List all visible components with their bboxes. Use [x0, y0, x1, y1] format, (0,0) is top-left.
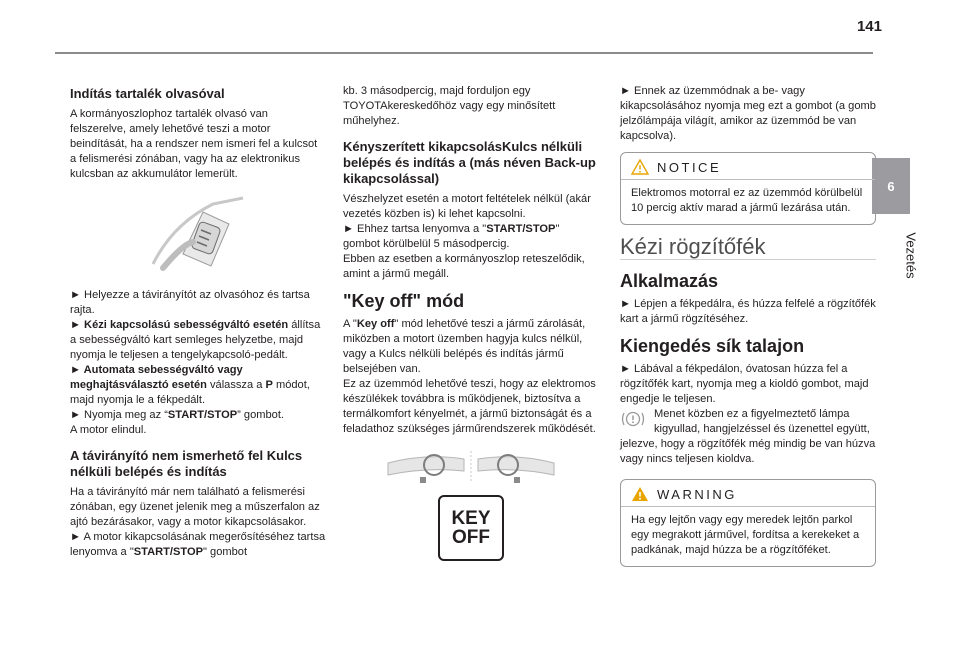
notice-triangle-icon: [631, 159, 649, 175]
paragraph: Ez az üzemmód lehetővé teszi, hogy az elektromos készülékek továbbra is működjenek, biztosítva a termálkomfort kényelmét, a jármű biztonságát és a feladathoz szükséges járműrendszerek működését.: [343, 378, 596, 435]
paragraph: ► Lépjen a fékpedálra, és húzza felfelé a rögzítőfék kart a jármű rögzítéséhez.: [620, 298, 876, 325]
step-press-start: ► Nyomja meg az “START/STOP” gombot.: [70, 409, 285, 421]
backup-reader-illustration: [70, 184, 326, 280]
engine-starts: A motor elindul.: [70, 424, 147, 436]
key-off-button-icon: KEY OFF: [438, 495, 504, 561]
page-number: 141: [856, 18, 882, 35]
header-rule: [55, 52, 873, 54]
paragraph: ► A motor kikapcsolásának megerősítéséhez tartsa lenyomva a "START/STOP" gombot: [70, 531, 326, 558]
paragraph: ► Ehhez tartsa lenyomva a "START/STOP" gombot körülbelül 5 másodpercig.: [343, 223, 560, 250]
warning-text: Ha egy lejtőn vagy egy meredek lejtőn parkol egy megrakott járművel, fordítsa a kerekeket a padkának, majd húzza be a rögzítőféket.: [631, 514, 860, 556]
warning-title: WARNING: [657, 486, 737, 502]
heading-release-level-ground: Kiengedés sík talajon: [620, 336, 805, 356]
chapter-tab[interactable]: 6: [872, 158, 910, 214]
notice-text: Elektromos motorral ez az üzemmód körülbelül 10 percig aktív marad a jármű lezárása után.: [631, 187, 863, 214]
step-automatic-gearbox: ► Automata sebességváltó vagy meghajtásválasztó esetén válassza a P módot, majd nyomja le a fékpedált.: [70, 364, 310, 406]
notice-box: [620, 152, 876, 225]
steering-column-reader-image: [143, 184, 253, 276]
paragraph-warning-lamp: Menet közben ez a figyelmeztető lámpa kigyullad, hangjelzéssel és üzenettel együtt, jelezve, hogy a rögzítőfék még mindig be van húzva vagy nincs teljesen kioldva.: [620, 408, 876, 465]
section-title-parking-brake: Kézi rögzítőfék: [620, 239, 876, 260]
paragraph: Ha a távirányító már nem található a felismerési zónában, egy üzenet jelenik meg a műszerfalon az ajtó bezárásakor, vagy a motor kikapcsolásakor.: [70, 486, 320, 528]
paragraph: kb. 3 másodpercig, majd forduljon egy TOYOTAkereskedőhöz vagy egy minősített műhelyhez.: [343, 85, 556, 127]
paragraph: A kormányoszlophoz tartalék olvasó van felszerelve, amely lehetővé teszi a motor beindítását, ha a rendszer nem ismeri fel a kulcsot a felismerési zónában, vagy ha az elektronikus kulcsban az akkumulátor lemerült.: [70, 108, 318, 180]
column-2: [343, 84, 599, 561]
heading-application: Alkalmazás: [620, 271, 719, 291]
warning-triangle-icon: [631, 486, 649, 502]
warning-box: [620, 479, 876, 567]
column-3: [620, 84, 876, 577]
paragraph: Ebben az esetben a kormányoszlop reteszelődik, amint a jármű megáll.: [343, 253, 585, 280]
step-place-remote: ► Helyezze a távirányítót az olvasóhoz és tartsa rajta.: [70, 289, 310, 316]
heading-backup-reader: Indítás tartalék olvasóval: [70, 86, 225, 101]
heading-forced-shutdown: Kényszerített kikapcsolásKulcs nélküli belépés és indítás a (más néven Back-up kikapcsolással): [343, 139, 596, 186]
dashboard-illustration: [343, 449, 599, 489]
step-manual-gearbox: ► Kézi kapcsolású sebességváltó esetén állítsa a sebességváltó kart semleges helyzetbe, majd nyomja le teljesen a tengelykapcsoló-pedált.: [70, 319, 321, 361]
paragraph: ► Lábával a fékpedálon, óvatosan húzza fel a rögzítőfék kart, nyomja meg a kioldó gombot, majd engedje le teljesen.: [620, 363, 869, 405]
heading-key-off-mode: "Key off" mód: [343, 291, 465, 311]
paragraph: Vészhelyzet esetén a motort feltételek nélkül (akár vezetés közben is) ki lehet kapcsolni.: [343, 193, 591, 220]
parking-brake-lamp-icon: [620, 409, 646, 429]
column-1: [70, 82, 326, 560]
paragraph: A "Key off" mód lehetővé teszi a jármű zárolását, miközben a motort üzemben hagyja kulcs nélkül, vagy a Kulcs nélküli belépés és indítás jármű belsejében van.: [343, 318, 586, 375]
notice-title: NOTICE: [657, 159, 722, 175]
chapter-label: Vezetés: [903, 231, 919, 279]
steering-wheels-image: [386, 449, 556, 485]
paragraph: ► Ennek az üzemmódnak a be- vagy kikapcsolásához nyomja meg ezt a gombot (a gomb jelzőlámpája világít, amikor az üzemmód be van kapcsolva).: [620, 85, 876, 142]
heading-remote-not-detected: A távirányító nem ismerhető fel Kulcs nélküli belépés és indítás: [70, 448, 303, 479]
